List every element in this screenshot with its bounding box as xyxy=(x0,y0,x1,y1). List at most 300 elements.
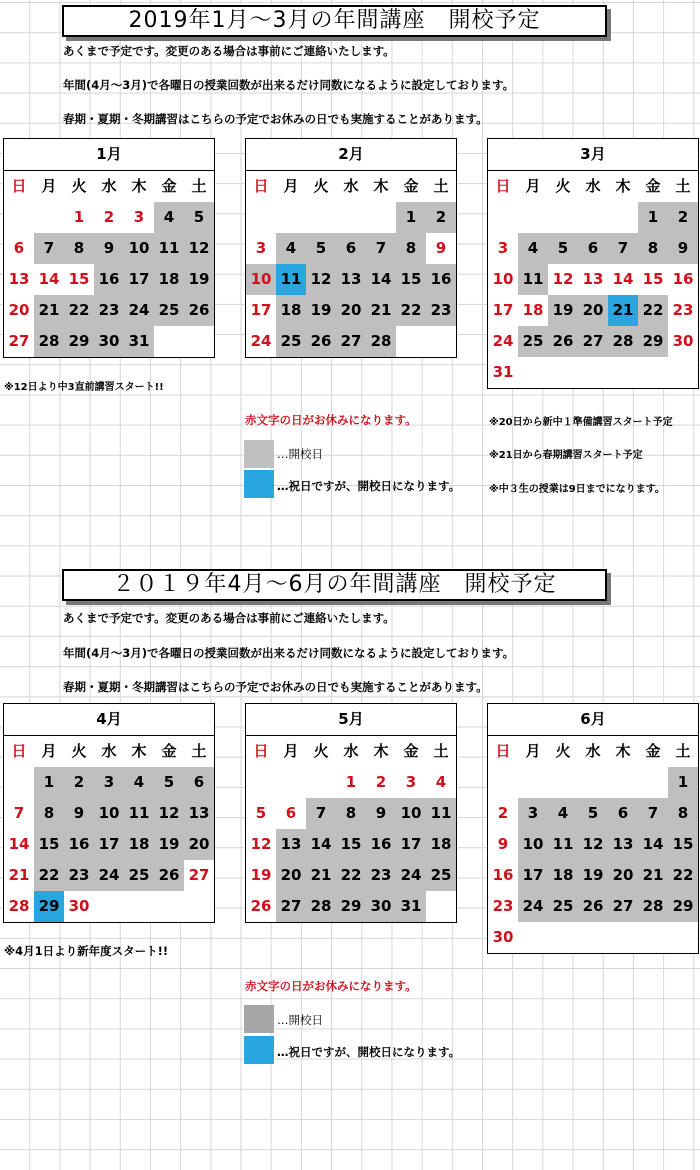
day-cell: 7 xyxy=(366,233,396,264)
day-cell: 31 xyxy=(492,363,514,381)
day-cell: 4 xyxy=(276,233,306,264)
day-cell: 17 xyxy=(124,264,154,295)
day-cell: 9 xyxy=(94,233,124,264)
day-cell: 22 xyxy=(34,860,64,891)
weekday-header: 水 xyxy=(343,177,359,195)
day-cell: 11 xyxy=(518,264,548,295)
day-cell: 18 xyxy=(276,295,306,326)
holiday-open-label: …祝日ですが、開校日になります。 xyxy=(277,479,461,493)
day-cell: 1 xyxy=(73,208,85,226)
day-cell: 26 xyxy=(250,897,272,915)
notice-line: あくまで予定です。変更のある場合は事前にご連絡いたします。 xyxy=(63,611,395,625)
legend-title: 赤文字の日がお休みになります。 xyxy=(245,413,417,427)
day-cell: 1 xyxy=(345,773,357,791)
day-cell: 11 xyxy=(124,798,154,829)
weekday-header: 木 xyxy=(615,742,631,760)
day-cell: 5 xyxy=(306,233,336,264)
weekday-header: 木 xyxy=(373,177,389,195)
day-cell: 25 xyxy=(518,326,548,357)
day-cell: 2 xyxy=(375,773,387,791)
empty-day-cell xyxy=(336,202,366,233)
day-cell: 22 xyxy=(668,860,698,891)
day-cell: 8 xyxy=(34,798,64,829)
day-cell: 2 xyxy=(668,202,698,233)
day-cell: 17 xyxy=(396,829,426,860)
day-cell: 18 xyxy=(154,264,184,295)
empty-day-cell xyxy=(154,326,184,357)
day-cell: 13 xyxy=(608,829,638,860)
day-cell: 3 xyxy=(94,767,124,798)
day-cell: 18 xyxy=(522,301,544,319)
day-cell: 27 xyxy=(276,891,306,922)
day-cell: 20 xyxy=(8,301,30,319)
empty-day-cell xyxy=(518,922,548,953)
day-cell: 4 xyxy=(154,202,184,233)
empty-day-cell xyxy=(246,202,276,233)
day-cell: 15 xyxy=(336,829,366,860)
weekday-header: 月 xyxy=(283,177,299,195)
day-cell: 15 xyxy=(396,264,426,295)
day-cell: 7 xyxy=(608,233,638,264)
weekday-header: 水 xyxy=(585,742,601,760)
empty-day-cell xyxy=(608,357,638,388)
weekday-header: 日 xyxy=(11,177,27,195)
day-cell: 3 xyxy=(133,208,145,226)
empty-day-cell xyxy=(668,922,698,953)
day-cell: 23 xyxy=(94,295,124,326)
holiday-open-label: …祝日ですが、開校日になります。 xyxy=(277,1045,461,1059)
empty-day-cell xyxy=(4,202,34,233)
empty-day-cell xyxy=(608,922,638,953)
day-cell: 7 xyxy=(13,804,25,822)
empty-day-cell xyxy=(4,767,34,798)
empty-day-cell xyxy=(246,767,276,798)
day-cell: 6 xyxy=(285,804,297,822)
day-cell: 8 xyxy=(638,233,668,264)
empty-day-cell xyxy=(548,922,578,953)
day-cell: 8 xyxy=(668,798,698,829)
day-cell: 30 xyxy=(94,326,124,357)
page-title: 2019年1月～3月の年間講座 開校予定 xyxy=(62,5,607,37)
calendar-month-title: 2月 xyxy=(246,139,456,171)
day-cell: 14 xyxy=(612,270,634,288)
notice-line: 春期・夏期・冬期講習はこちらの予定でお休みの日でも実施することがあります。 xyxy=(63,112,488,126)
empty-day-cell xyxy=(518,767,548,798)
day-cell: 12 xyxy=(306,264,336,295)
day-cell: 3 xyxy=(405,773,417,791)
empty-day-cell xyxy=(638,357,668,388)
day-cell: 24 xyxy=(94,860,124,891)
day-cell: 10 xyxy=(492,270,514,288)
day-cell: 11 xyxy=(154,233,184,264)
weekday-header: 日 xyxy=(253,742,269,760)
day-cell: 30 xyxy=(366,891,396,922)
open-day-swatch xyxy=(244,440,274,468)
day-cell: 14 xyxy=(366,264,396,295)
day-cell: 20 xyxy=(578,295,608,326)
day-cell: 28 xyxy=(8,897,30,915)
day-cell: 5 xyxy=(154,767,184,798)
day-cell: 9 xyxy=(366,798,396,829)
day-cell: 6 xyxy=(608,798,638,829)
day-cell: 5 xyxy=(255,804,267,822)
empty-day-cell xyxy=(184,326,214,357)
day-cell: 14 xyxy=(8,835,30,853)
day-cell: 4 xyxy=(435,773,447,791)
weekday-header: 金 xyxy=(403,177,419,195)
day-cell: 26 xyxy=(548,326,578,357)
day-cell: 22 xyxy=(336,860,366,891)
day-cell: 8 xyxy=(64,233,94,264)
empty-day-cell xyxy=(548,202,578,233)
day-cell: 13 xyxy=(184,798,214,829)
day-cell: 6 xyxy=(578,233,608,264)
day-cell: 24 xyxy=(250,332,272,350)
day-cell: 31 xyxy=(124,326,154,357)
day-cell: 19 xyxy=(250,866,272,884)
day-cell: 17 xyxy=(492,301,514,319)
day-cell: 21 xyxy=(34,295,64,326)
empty-day-cell xyxy=(426,891,456,922)
calendar-month-title: 1月 xyxy=(4,139,214,171)
day-cell: 1 xyxy=(668,767,698,798)
empty-day-cell xyxy=(608,202,638,233)
weekday-header: 月 xyxy=(283,742,299,760)
weekday-header: 火 xyxy=(555,742,571,760)
weekday-header: 水 xyxy=(343,742,359,760)
weekday-header: 日 xyxy=(495,177,511,195)
weekday-header: 月 xyxy=(525,177,541,195)
day-cell: 18 xyxy=(548,860,578,891)
day-cell: 15 xyxy=(642,270,664,288)
day-cell: 29 xyxy=(34,891,64,922)
day-cell: 20 xyxy=(608,860,638,891)
calendar-january xyxy=(3,138,215,358)
day-cell: 3 xyxy=(518,798,548,829)
open-day-label: …開校日 xyxy=(277,1013,323,1027)
day-cell: 27 xyxy=(8,332,30,350)
empty-day-cell xyxy=(518,202,548,233)
day-cell: 30 xyxy=(492,928,514,946)
legend-title: 赤文字の日がお休みになります。 xyxy=(245,979,417,993)
weekday-header: 火 xyxy=(71,742,87,760)
day-cell: 20 xyxy=(184,829,214,860)
day-cell: 23 xyxy=(366,860,396,891)
holiday-open-swatch xyxy=(244,470,274,498)
day-cell: 13 xyxy=(8,270,30,288)
day-cell: 21 xyxy=(608,295,638,326)
day-cell: 16 xyxy=(492,866,514,884)
day-cell: 19 xyxy=(548,295,578,326)
weekday-header: 月 xyxy=(41,177,57,195)
weekday-header: 木 xyxy=(615,177,631,195)
weekday-header: 土 xyxy=(191,742,207,760)
day-cell: 24 xyxy=(518,891,548,922)
empty-day-cell xyxy=(578,922,608,953)
day-cell: 9 xyxy=(64,798,94,829)
day-cell: 28 xyxy=(638,891,668,922)
day-cell: 24 xyxy=(396,860,426,891)
day-cell: 30 xyxy=(672,332,694,350)
day-cell: 8 xyxy=(396,233,426,264)
day-cell: 20 xyxy=(276,860,306,891)
day-cell: 29 xyxy=(64,326,94,357)
day-cell: 26 xyxy=(578,891,608,922)
empty-day-cell xyxy=(548,767,578,798)
notice-line: 年間(4月～3月)で各曜日の授業回数が出来るだけ同数になるように設定しております。 xyxy=(63,646,515,660)
open-day-label: …開校日 xyxy=(277,447,323,461)
day-cell: 15 xyxy=(34,829,64,860)
empty-day-cell xyxy=(638,922,668,953)
day-cell: 12 xyxy=(154,798,184,829)
empty-day-cell xyxy=(548,357,578,388)
holiday-open-swatch xyxy=(244,1036,274,1064)
weekday-header: 火 xyxy=(313,742,329,760)
weekday-header: 土 xyxy=(675,742,691,760)
day-cell: 27 xyxy=(336,326,366,357)
weekday-header: 日 xyxy=(495,742,511,760)
calendar-march xyxy=(487,138,699,389)
day-cell: 22 xyxy=(638,295,668,326)
empty-day-cell xyxy=(366,202,396,233)
day-cell: 25 xyxy=(124,860,154,891)
calendar-month-title: 4月 xyxy=(4,704,214,736)
day-cell: 12 xyxy=(184,233,214,264)
weekday-header: 水 xyxy=(101,742,117,760)
day-cell: 9 xyxy=(668,233,698,264)
day-cell: 29 xyxy=(668,891,698,922)
side-note: ※中３生の授業は9日までになります。 xyxy=(489,484,665,495)
calendar-february xyxy=(245,138,457,358)
weekday-header: 水 xyxy=(101,177,117,195)
day-cell: 13 xyxy=(582,270,604,288)
day-cell: 18 xyxy=(426,829,456,860)
day-cell: 10 xyxy=(94,798,124,829)
day-cell: 2 xyxy=(497,804,509,822)
day-cell: 14 xyxy=(306,829,336,860)
footnote: ※12日より中3直前講習スタート!! xyxy=(4,382,164,393)
empty-day-cell xyxy=(638,767,668,798)
day-cell: 7 xyxy=(306,798,336,829)
weekday-header: 土 xyxy=(433,177,449,195)
day-cell: 23 xyxy=(64,860,94,891)
day-cell: 26 xyxy=(184,295,214,326)
day-cell: 26 xyxy=(154,860,184,891)
notice-line: あくまで予定です。変更のある場合は事前にご連絡いたします。 xyxy=(63,44,395,58)
day-cell: 30 xyxy=(68,897,90,915)
day-cell: 10 xyxy=(518,829,548,860)
empty-day-cell xyxy=(306,767,336,798)
notice-line: 春期・夏期・冬期講習はこちらの予定でお休みの日でも実施することがあります。 xyxy=(63,680,488,694)
day-cell: 4 xyxy=(518,233,548,264)
day-cell: 28 xyxy=(34,326,64,357)
day-cell: 11 xyxy=(548,829,578,860)
day-cell: 25 xyxy=(154,295,184,326)
day-cell: 29 xyxy=(638,326,668,357)
day-cell: 2 xyxy=(64,767,94,798)
day-cell: 8 xyxy=(336,798,366,829)
day-cell: 10 xyxy=(124,233,154,264)
day-cell: 5 xyxy=(184,202,214,233)
day-cell: 6 xyxy=(184,767,214,798)
day-cell: 10 xyxy=(396,798,426,829)
day-cell: 7 xyxy=(34,233,64,264)
day-cell: 25 xyxy=(548,891,578,922)
day-cell: 22 xyxy=(64,295,94,326)
day-cell: 13 xyxy=(336,264,366,295)
day-cell: 9 xyxy=(435,239,447,257)
empty-day-cell xyxy=(518,357,548,388)
day-cell: 21 xyxy=(366,295,396,326)
day-cell: 23 xyxy=(426,295,456,326)
day-cell: 20 xyxy=(336,295,366,326)
day-cell: 12 xyxy=(552,270,574,288)
empty-day-cell xyxy=(154,891,184,922)
side-note: ※20日から新中１準備講習スタート予定 xyxy=(489,417,673,428)
calendar-april xyxy=(3,703,215,923)
day-cell: 10 xyxy=(246,264,276,295)
day-cell: 27 xyxy=(578,326,608,357)
day-cell: 12 xyxy=(578,829,608,860)
day-cell: 23 xyxy=(672,301,694,319)
weekday-header: 火 xyxy=(71,177,87,195)
weekday-header: 月 xyxy=(41,742,57,760)
day-cell: 3 xyxy=(255,239,267,257)
day-cell: 23 xyxy=(492,897,514,915)
day-cell: 11 xyxy=(276,264,306,295)
weekday-header: 土 xyxy=(675,177,691,195)
day-cell: 25 xyxy=(276,326,306,357)
notice-line: 年間(4月～3月)で各曜日の授業回数が出来るだけ同数になるように設定しております。 xyxy=(63,78,515,92)
day-cell: 5 xyxy=(548,233,578,264)
empty-day-cell xyxy=(276,202,306,233)
weekday-header: 金 xyxy=(161,742,177,760)
open-day-swatch xyxy=(244,1005,274,1033)
day-cell: 19 xyxy=(306,295,336,326)
day-cell: 3 xyxy=(497,239,509,257)
day-cell: 6 xyxy=(336,233,366,264)
day-cell: 25 xyxy=(426,860,456,891)
empty-day-cell xyxy=(488,202,518,233)
empty-day-cell xyxy=(578,767,608,798)
empty-day-cell xyxy=(578,357,608,388)
day-cell: 22 xyxy=(396,295,426,326)
day-cell: 19 xyxy=(184,264,214,295)
calendar-may xyxy=(245,703,457,923)
calendar-june xyxy=(487,703,699,954)
empty-day-cell xyxy=(276,767,306,798)
day-cell: 13 xyxy=(276,829,306,860)
weekday-header: 水 xyxy=(585,177,601,195)
day-cell: 11 xyxy=(426,798,456,829)
day-cell: 16 xyxy=(366,829,396,860)
empty-day-cell xyxy=(124,891,154,922)
weekday-header: 火 xyxy=(313,177,329,195)
day-cell: 24 xyxy=(492,332,514,350)
weekday-header: 金 xyxy=(645,177,661,195)
weekday-header: 金 xyxy=(645,742,661,760)
empty-day-cell xyxy=(94,891,124,922)
day-cell: 19 xyxy=(154,829,184,860)
weekday-header: 木 xyxy=(131,742,147,760)
weekday-header: 日 xyxy=(11,742,27,760)
empty-day-cell xyxy=(396,326,426,357)
empty-day-cell xyxy=(668,357,698,388)
day-cell: 6 xyxy=(13,239,25,257)
calendar-month-title: 5月 xyxy=(246,704,456,736)
empty-day-cell xyxy=(608,767,638,798)
day-cell: 16 xyxy=(64,829,94,860)
day-cell: 21 xyxy=(306,860,336,891)
weekday-header: 木 xyxy=(373,742,389,760)
weekday-header: 金 xyxy=(161,177,177,195)
day-cell: 29 xyxy=(336,891,366,922)
day-cell: 31 xyxy=(396,891,426,922)
day-cell: 28 xyxy=(306,891,336,922)
day-cell: 5 xyxy=(578,798,608,829)
footnote: ※4月1日より新年度スタート!! xyxy=(4,944,169,958)
day-cell: 1 xyxy=(396,202,426,233)
day-cell: 14 xyxy=(638,829,668,860)
day-cell: 14 xyxy=(38,270,60,288)
calendar-month-title: 3月 xyxy=(488,139,698,171)
day-cell: 21 xyxy=(638,860,668,891)
day-cell: 24 xyxy=(124,295,154,326)
side-note: ※21日から春期講習スタート予定 xyxy=(489,450,643,461)
day-cell: 7 xyxy=(638,798,668,829)
day-cell: 27 xyxy=(188,866,210,884)
day-cell: 17 xyxy=(518,860,548,891)
day-cell: 21 xyxy=(8,866,30,884)
empty-day-cell xyxy=(184,891,214,922)
day-cell: 28 xyxy=(366,326,396,357)
empty-day-cell xyxy=(306,202,336,233)
day-cell: 15 xyxy=(668,829,698,860)
empty-day-cell xyxy=(426,326,456,357)
day-cell: 1 xyxy=(34,767,64,798)
weekday-header: 土 xyxy=(433,742,449,760)
empty-day-cell xyxy=(34,202,64,233)
day-cell: 9 xyxy=(497,835,509,853)
day-cell: 12 xyxy=(250,835,272,853)
weekday-header: 金 xyxy=(403,742,419,760)
weekday-header: 木 xyxy=(131,177,147,195)
day-cell: 17 xyxy=(94,829,124,860)
day-cell: 4 xyxy=(124,767,154,798)
empty-day-cell xyxy=(488,767,518,798)
day-cell: 17 xyxy=(250,301,272,319)
day-cell: 2 xyxy=(103,208,115,226)
day-cell: 16 xyxy=(426,264,456,295)
day-cell: 18 xyxy=(124,829,154,860)
weekday-header: 土 xyxy=(191,177,207,195)
weekday-header: 月 xyxy=(525,742,541,760)
weekday-header: 日 xyxy=(253,177,269,195)
calendar-month-title: 6月 xyxy=(488,704,698,736)
day-cell: 15 xyxy=(68,270,90,288)
day-cell: 16 xyxy=(94,264,124,295)
page-title: ２０１９年4月～6月の年間講座 開校予定 xyxy=(62,569,607,601)
day-cell: 26 xyxy=(306,326,336,357)
empty-day-cell xyxy=(578,202,608,233)
weekday-header: 火 xyxy=(555,177,571,195)
day-cell: 2 xyxy=(426,202,456,233)
day-cell: 1 xyxy=(638,202,668,233)
day-cell: 4 xyxy=(548,798,578,829)
day-cell: 27 xyxy=(608,891,638,922)
day-cell: 16 xyxy=(672,270,694,288)
day-cell: 28 xyxy=(608,326,638,357)
